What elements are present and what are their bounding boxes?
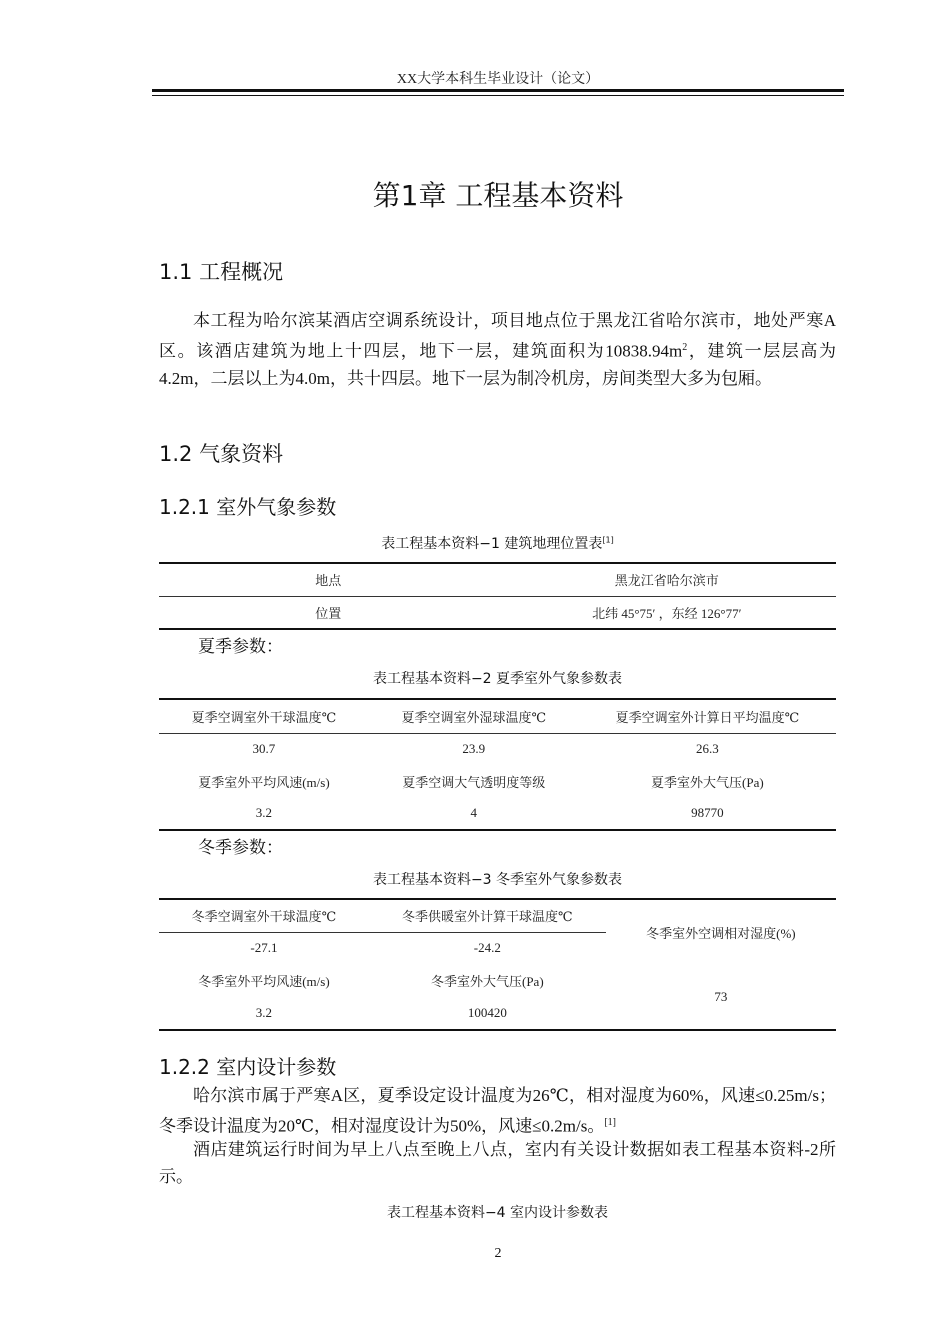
table-cell: 黑龙江省哈尔滨市 [614, 573, 719, 589]
table4-caption: 表工程基本资料−4 室内设计参数表 [386, 1205, 609, 1221]
table3-caption: 表工程基本资料−3 冬季室外气象参数表 [372, 872, 623, 888]
table-cell: 98770 [691, 805, 724, 820]
table-row [159, 699, 836, 733]
location-table [159, 562, 836, 630]
page-number: 2 [494, 1246, 502, 1261]
section-heading-1-2-2: 1.2.2 室内设计参数 [159, 1055, 337, 1079]
table-cell: 30.7 [252, 741, 276, 757]
table-row [159, 733, 836, 765]
overview-superscript: 2 [682, 342, 688, 353]
overview-text-a: 本工程为哈尔滨某酒店空调系统设计，项目地点位于黑龙江省哈尔滨市，地处严寒A区。该酒店建筑为地上十四层，地下一层，建筑面积为10838.94m [159, 311, 836, 361]
table-cell: 位置 [315, 605, 342, 621]
table-cell: 冬季室外大气压(Pa) [430, 974, 544, 989]
table-cell: 夏季室外平均风速(m/s) [198, 774, 330, 790]
table-cell: 北纬 45°75′ ，东经 126°77′ [592, 605, 742, 621]
table-row [159, 563, 836, 596]
header-rule [152, 89, 844, 92]
table-cell: 夏季空调室外湿球温度℃ [401, 709, 547, 725]
table1-caption-ref: [1] [602, 535, 614, 545]
table-cell: -24.2 [473, 940, 501, 956]
table-cell: 冬季室外平均风速(m/s) [198, 974, 330, 989]
winter-label: 冬季参数： [198, 838, 283, 857]
table-cell: 冬季供暖室外计算干球温度℃ [369, 899, 606, 932]
table-cell: -27.1 [250, 940, 278, 956]
section-heading-1-2-1: 1.2.1 室外气象参数 [159, 495, 337, 519]
overview-text-b: ，建筑一层层高为4.2m，二层以上为4.0m，共十四层。地下一层为制冷机房，房间类型大多为包厢。 [159, 341, 836, 388]
running-header: XX大学本科生毕业设计（论文） [396, 72, 600, 87]
table-row [159, 765, 836, 797]
project-overview-paragraph [159, 307, 836, 392]
table-cell: 73 [606, 964, 836, 1030]
table-row [159, 797, 836, 830]
table-cell: 夏季空调室外干球温度℃ [191, 709, 337, 725]
operation-time-paragraph: 酒店建筑运行时间为早上八点至晚上八点，室内有关设计数据如表工程基本资料-2所示。 [159, 1140, 836, 1186]
chapter-title: 第1章 工程基本资料 [372, 179, 624, 212]
section-heading-1-2: 1.2 气象资料 [159, 442, 284, 466]
table-cell: 夏季空调大气透明度等级 [402, 774, 546, 790]
table-row [159, 964, 836, 997]
table2-caption: 表工程基本资料−2 夏季室外气象参数表 [372, 671, 623, 687]
table1-caption [159, 533, 836, 553]
table-cell: 夏季室外大气压(Pa) [651, 774, 764, 790]
table-cell: 冬季空调室外干球温度℃ [159, 899, 369, 932]
table-cell: 100420 [467, 1005, 507, 1020]
table-cell: 夏季空调室外计算日平均温度℃ [615, 709, 800, 725]
indoor-design-paragraph [159, 1082, 836, 1140]
table-cell: 冬季室外空调相对湿度(%) [646, 925, 796, 941]
table-row [159, 596, 836, 629]
winter-parameters-table [159, 898, 836, 1031]
summer-label: 夏季参数： [198, 637, 283, 656]
indoor-design-ref: [1] [604, 1117, 616, 1128]
table-cell: 3.2 [255, 805, 273, 820]
header-rule-thin [152, 95, 844, 96]
table-row [159, 899, 836, 932]
table-cell: 23.9 [462, 741, 486, 757]
summer-parameters-table [159, 698, 836, 831]
section-heading-1-1: 1.1 工程概况 [159, 260, 284, 284]
table-cell: 26.3 [695, 741, 719, 757]
table1-caption-text: 表工程基本资料−1 建筑地理位置表 [381, 536, 603, 552]
indoor-design-text: 哈尔滨市属于严寒A区，夏季设定设计温度为26℃，相对湿度为60%，风速≤0.25m/s；冬季设计温度为20℃，相对湿度设计为50%，风速≤0.2m/s。 [159, 1086, 836, 1136]
table-cell: 地点 [315, 573, 342, 589]
table-cell: 4 [470, 805, 478, 820]
table-cell: 3.2 [255, 1005, 273, 1020]
